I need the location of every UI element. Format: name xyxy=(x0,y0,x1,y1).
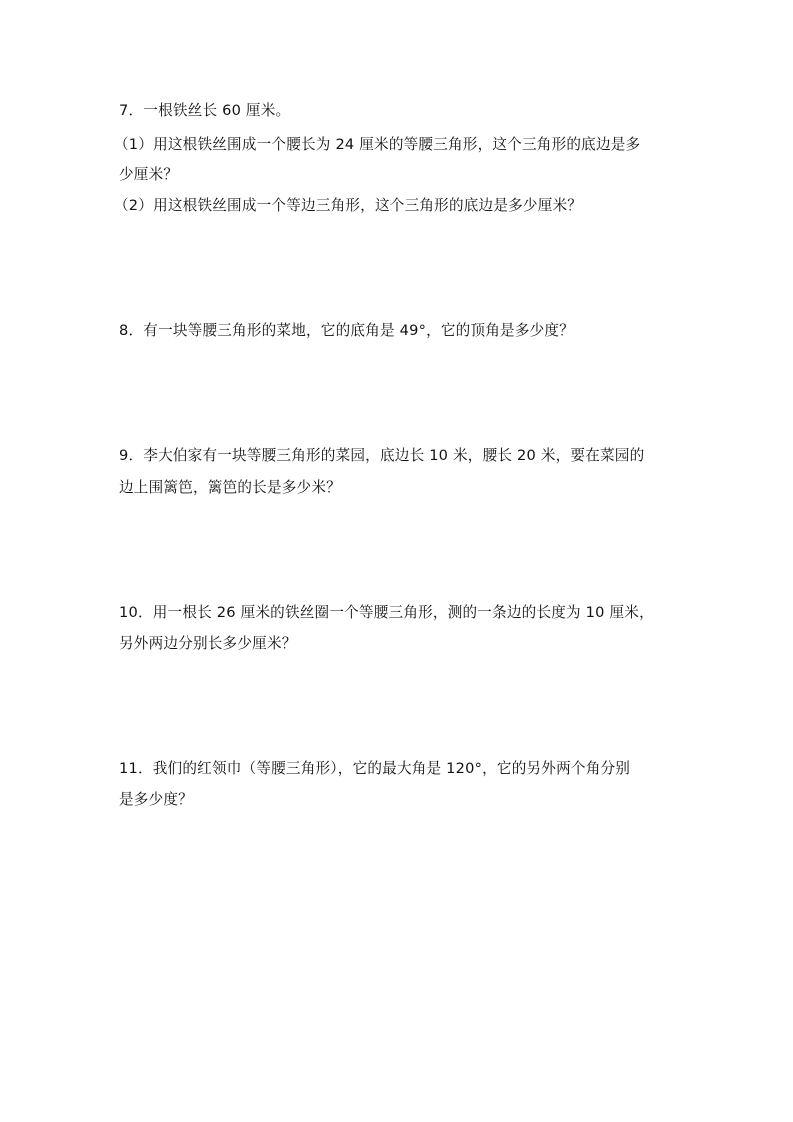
question-9-line-1: 9．李大伯家有一块等腰三角形的菜园，底边长 10 米，腰长 20 米，要在菜园的 xyxy=(119,447,645,464)
question-8-line-1: 8．有一块等腰三角形的菜地，它的底角是 49°，它的顶角是多少度？ xyxy=(119,322,575,339)
question-10-line-2: 另外两边分别长多少厘米？ xyxy=(119,635,297,652)
question-7-line-2: （1）用这根铁丝围成一个腰长为 24 厘米的等腰三角形，这个三角形的底边是多 xyxy=(114,136,641,153)
question-9-line-2: 边上围篱笆，篱笆的长是多少米？ xyxy=(119,479,341,496)
question-11-line-2: 是多少度？ xyxy=(119,791,193,808)
question-7-line-4: （2）用这根铁丝围成一个等边三角形，这个三角形的底边是多少厘米？ xyxy=(114,197,583,214)
question-11-line-1: 11．我们的红领巾（等腰三角形），它的最大角是 120°，它的另外两个角分别 xyxy=(119,760,631,777)
question-7-line-3: 少厘米？ xyxy=(119,166,179,183)
question-10-line-1: 10．用一根长 26 厘米的铁丝圈一个等腰三角形，测的一条边的长度为 10 厘米， xyxy=(119,604,654,621)
question-7-line-1: 7．一根铁丝长 60 厘米。 xyxy=(119,102,291,119)
